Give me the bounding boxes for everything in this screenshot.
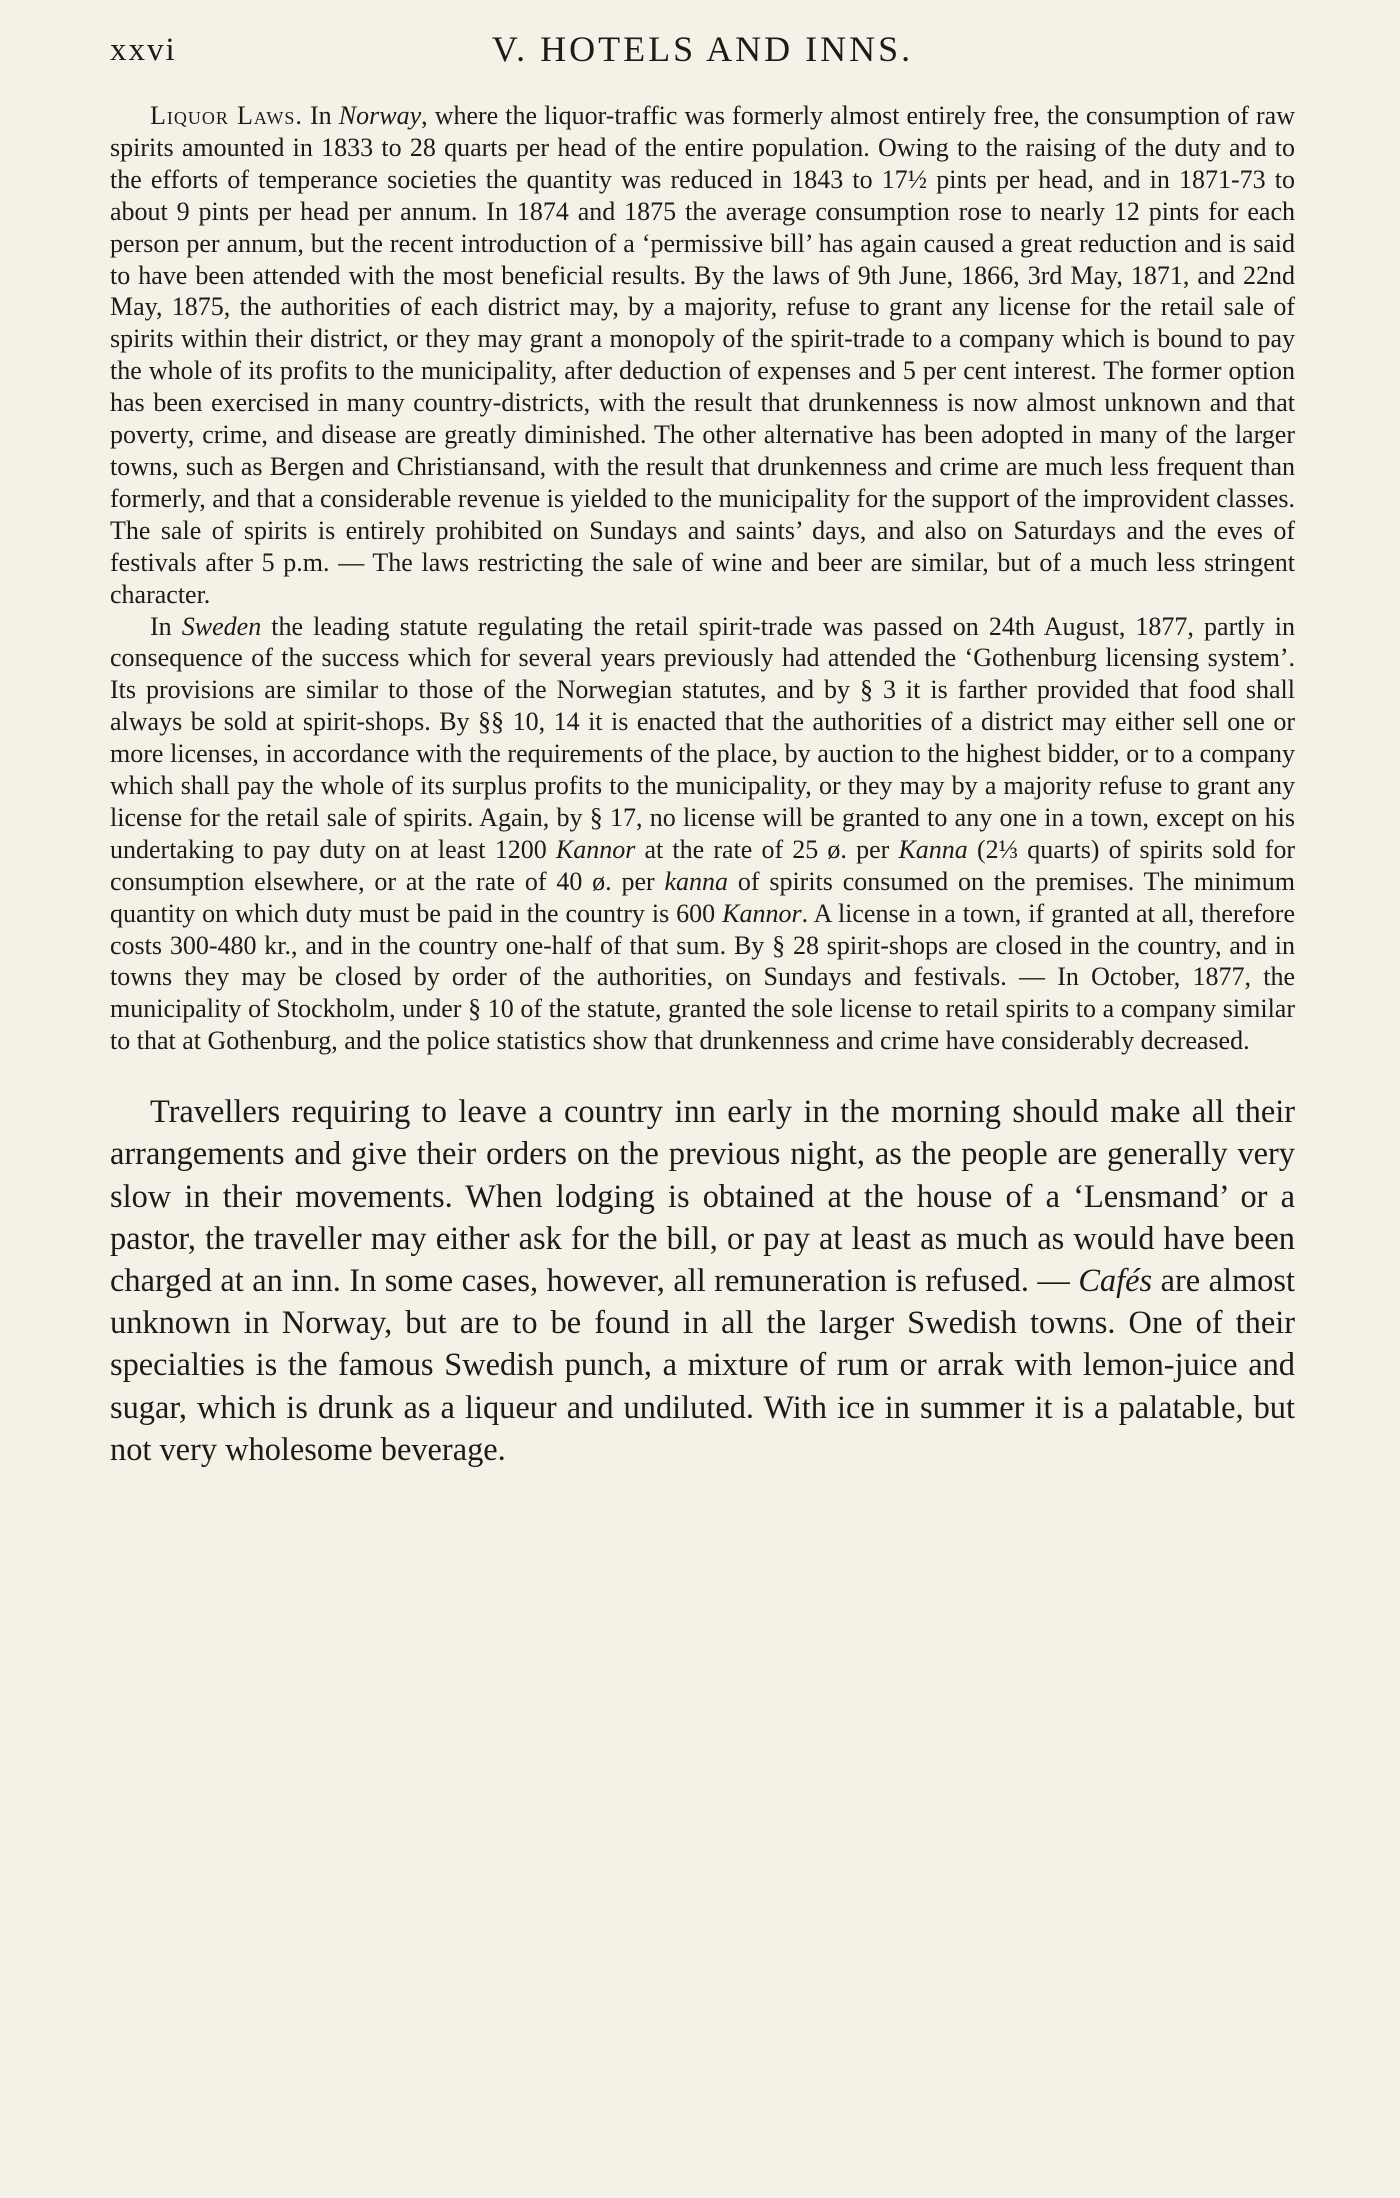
text-run: (2⅓ quarts) of spirits sold for consumption elsewhere, or at the rate of 40 ø. per	[110, 834, 1295, 896]
place-name-italic: Norway	[338, 101, 422, 130]
term-italic: kanna	[664, 866, 729, 896]
section-heading: Liquor Laws.	[150, 101, 303, 130]
page-number: xxvi	[110, 32, 177, 68]
page-header	[110, 28, 1295, 78]
book-page	[110, 28, 1295, 1471]
text-run: , where the liquor-traffic was formerly almost entirely free, the consumption of raw spirits amounted in 1833 to 28 quarts per head of the entire population. Owing to the raising of the duty and to the efforts of temperance societies the quantity was reduced in 1843 to 17½ pints per head, and in 1871-73 to about 9 pints per head per annum. In 1874 and 1875 the average consumption rose to nearly 12 pints for each person per annum, but the recent introduction of a ‘permissive bill’ has again caused a great reduction and is said to have been attended with the most beneficial results. By the laws of 9th June, 1866, 3rd May, 1871, and 22nd May, 1875, the authorities of each district may, by a majority, refuse to grant any license for the retail sale of spirits within their district, or they may grant a monopoly of the spirit-trade to a company which is bound to pay the whole of its profits to the municipality, after deduction of expenses and 5 per cent interest. The former option has been exercised in many country-districts, with the result that drunkenness is now almost unknown and that poverty, crime, and disease are greatly diminished. The other alternative has been adopted in many of the larger towns, such as Bergen and Christiansand, with the result that drunkenness and crime are much less frequent than formerly, and that a considerable revenue is yielded to the municipality for the support of the improvident classes. The sale of spirits is entirely prohibited on Sundays and saints’ days, and also on Saturdays and the eves of festivals after 5 p.m. — The laws restricting the sale of wine and beer are similar, but of a much less stringent character.	[110, 101, 1295, 609]
term-italic: Kannor	[722, 898, 802, 928]
text-run: . A license in a town, if granted at all, therefore costs 300-480 kr., and in the country one-half of that sum. By § 28 spirit-shops are closed in the country, and in towns they may be closed by order of the authorities, on Sundays and festivals. — In October, 1877, the municipality of Stockholm, under § 10 of the statute, granted the sole license to retail spirits to a company similar to that at Gothenburg, and the police statistics show that drunkenness and crime have considerably decreased.	[110, 898, 1295, 1056]
place-name-italic: Sweden	[181, 611, 262, 641]
text-run: In	[302, 101, 339, 130]
text-run: at the rate of 25 ø. per	[635, 834, 899, 864]
text-run: In	[150, 611, 182, 641]
paragraph-sweden	[110, 611, 1295, 1058]
term-italic: Kanna	[898, 834, 968, 864]
liquor-laws-section	[110, 100, 1295, 1057]
paragraph-travellers	[110, 1091, 1295, 1471]
running-head-title: V. HOTELS AND INNS.	[491, 29, 914, 69]
travellers-section	[110, 1091, 1295, 1471]
term-italic: Kannor	[555, 834, 636, 864]
text-run: the leading statute regulating the retail spirit-trade was passed on 24th August, 1877, partly in consequence of the success which for several years previously had attended the ‘Gothenburg licensing system’. Its provisions are similar to those of the Norwegian statutes, and by § 3 it is farther provided that food shall always be sold at spirit-shops. By §§ 10, 14 it is enacted that the authorities of a district may either sell one or more licenses, in accordance with the requirements of the place, by auction to the highest bidder, or to a company which shall pay the whole of its surplus profits to the municipality, or they may by a majority refuse to grant any license for the retail sale of spirits. Again, by § 17, no license will be granted to any one in a town, except on his undertaking to pay duty on at least 1200	[110, 611, 1295, 864]
text-run: are almost unknown in Norway, but are to be found in all the larger Swedish towns. One of their specialties is the famous Swedish punch, a mixture of rum or arrak with lemon-juice and sugar, which is drunk as a liqueur and undiluted. With ice in summer it is a palatable, but not very wholesome beverage.	[110, 1263, 1295, 1468]
term-italic: Cafés	[1078, 1263, 1153, 1299]
text-run: Travellers requiring to leave a country inn early in the morning should make all their arrangements and give their orders on the previous night, as the people are generally very slow in their movements. When lodging is obtained at the house of a ‘Lensmand’ or a pastor, the traveller may either ask for the bill, or pay at least as much as would have been charged at an inn. In some cases, however, all remuneration is refused. —	[110, 1094, 1295, 1299]
text-run: of spirits consumed on the premises. The minimum quantity on which duty must be paid in the country is 600	[110, 866, 1295, 928]
paragraph-norway	[110, 100, 1295, 611]
